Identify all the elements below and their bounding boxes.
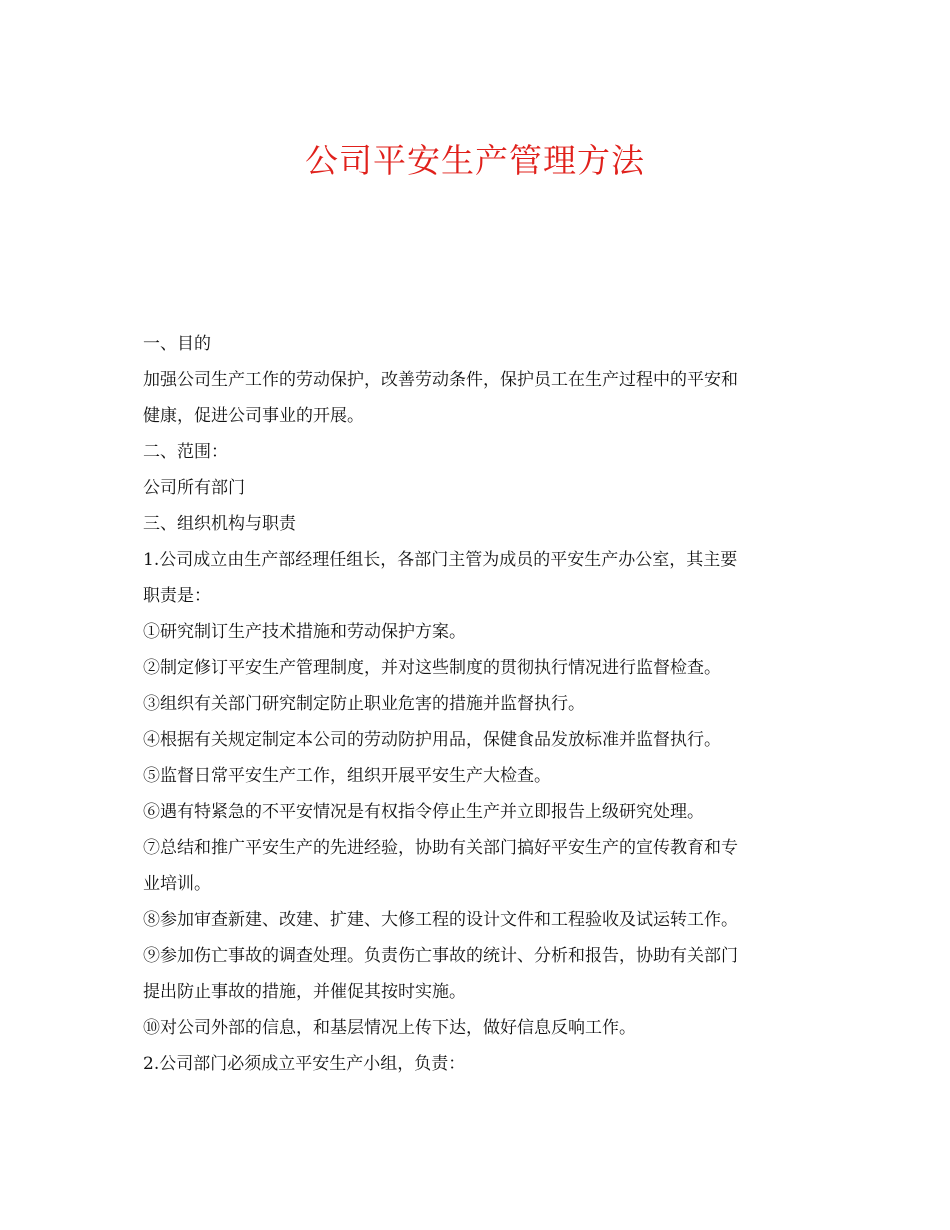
paragraph-line: 职责是：: [143, 586, 211, 606]
list-item: ⑥遇有特紧急的不平安情况是有权指令停止生产并立即报告上级研究处理。: [143, 802, 704, 822]
paragraph-line: 2.公司部门必须成立平安生产小组，负责：: [143, 1054, 466, 1074]
list-item: ⑧参加审查新建、改建、扩建、大修工程的设计文件和工程验收及试运转工作。: [143, 910, 738, 930]
list-item: ①研究制订生产技术措施和劳动保护方案。: [143, 622, 466, 642]
document-body: [143, 326, 808, 1082]
list-item: ⑩对公司外部的信息，和基层情况上传下达，做好信息反响工作。: [143, 1018, 636, 1038]
list-item: ⑤监督日常平安生产工作，组织开展平安生产大检查。: [143, 766, 551, 786]
paragraph-line: 提出防止事故的措施，并催促其按时实施。: [143, 982, 466, 1002]
list-item: ②制定修订平安生产管理制度，并对这些制度的贯彻执行情况进行监督检查。: [143, 658, 721, 678]
list-item: ③组织有关部门研究制定防止职业危害的措施并监督执行。: [143, 694, 585, 714]
paragraph-line: 健康，促进公司事业的开展。: [143, 406, 364, 426]
paragraph-line: 公司所有部门: [143, 478, 245, 498]
list-item: ⑨参加伤亡事故的调查处理。负责伤亡事故的统计、分析和报告，协助有关部门: [143, 946, 738, 966]
section-heading-organization: 三、组织机构与职责: [143, 514, 296, 534]
document-title: 公司平安生产管理方法: [305, 141, 645, 180]
paragraph-line: 1.公司成立由生产部经理任组长，各部门主管为成员的平安生产办公室，其主要: [143, 550, 738, 570]
paragraph-line: 加强公司生产工作的劳动保护，改善劳动条件，保护员工在生产过程中的平安和: [143, 370, 738, 390]
list-item: ④根据有关规定制定本公司的劳动防护用品，保健食品发放标准并监督执行。: [143, 730, 721, 750]
section-heading-purpose: 一、目的: [143, 334, 211, 354]
list-item: ⑦总结和推广平安生产的先进经验，协助有关部门搞好平安生产的宣传教育和专: [143, 838, 738, 858]
paragraph-line: 业培训。: [143, 874, 211, 894]
section-heading-scope: 二、范围：: [143, 442, 228, 462]
